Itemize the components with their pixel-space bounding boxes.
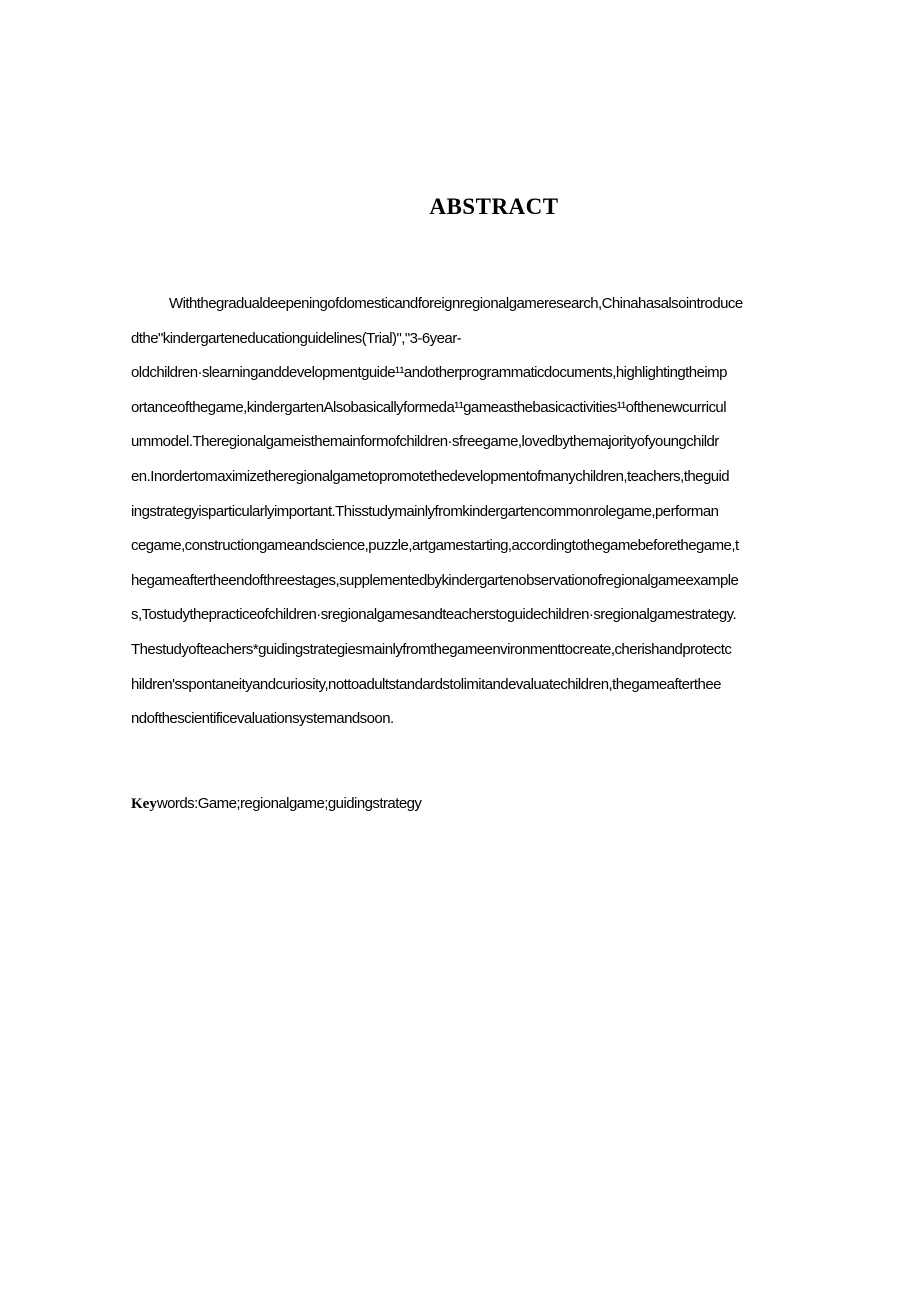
abstract-line-10: s,Tostudythepracticeofchildren·sregionalgamesandteacherstoguidechildren·sregionalgamestrategy. — [131, 606, 737, 624]
abstract-line-5: ummodel.Theregionalgameisthemainformofchildren·sfreegame,lovedbythemajorityofyoungchildr — [131, 433, 719, 451]
abstract-line-3: oldchildren·slearninganddevelopmentguide¹¹andotherprogrammaticdocuments,highlightingtheimp — [131, 364, 727, 382]
abstract-line-13: ndofthescientificevaluationsystemandsoon. — [131, 710, 394, 728]
abstract-line-9: hegameaftertheendofthreestages,supplementedbykindergartenobservationofregionalgameexample — [131, 571, 739, 589]
abstract-line-7: ingstrategyisparticularlyimportant.Thisstudymainlyfromkindergartencommonrolegame,performan — [131, 502, 719, 520]
keywords-value: Game;regionalgame;guidingstrategy — [197, 795, 422, 812]
abstract-line-11: Thestudyofteachers*guidingstrategiesmainlyfromthegameenvironmenttocreate,cherishandprotectc — [131, 640, 732, 658]
abstract-body — [131, 287, 859, 737]
keywords-line — [131, 795, 421, 813]
keywords-label-bold: Key — [131, 796, 157, 812]
keywords-label-rest: words: — [156, 795, 198, 812]
abstract-line-6: en.Inordertomaximizetheregionalgametopromotethedevelopmentofmanychildren,teachers,theguid — [131, 467, 730, 485]
abstract-line-12: hildren'sspontaneityandcuriosity,nottoadultstandardstolimitandevaluatechildren,thegameafterthee — [131, 675, 721, 693]
abstract-line-1: Withthegradualdeepeningofdomesticandforeignregionalgameresearch,Chinahasalsointroduce — [169, 295, 743, 312]
abstract-line-4: ortanceofthegame,kindergartenAlsobasicallyformeda¹¹gameasthebasicactivities¹¹ofthenewcurricul — [131, 398, 727, 416]
abstract-line-2: dthe"kindergarteneducationguidelines(Trial)","3-6year- — [131, 329, 462, 347]
page-title: ABSTRACT — [429, 194, 559, 219]
abstract-line-8: cegame,constructiongameandscience,puzzle,artgamestarting,accordingtothegamebeforethegame,t — [131, 537, 739, 555]
